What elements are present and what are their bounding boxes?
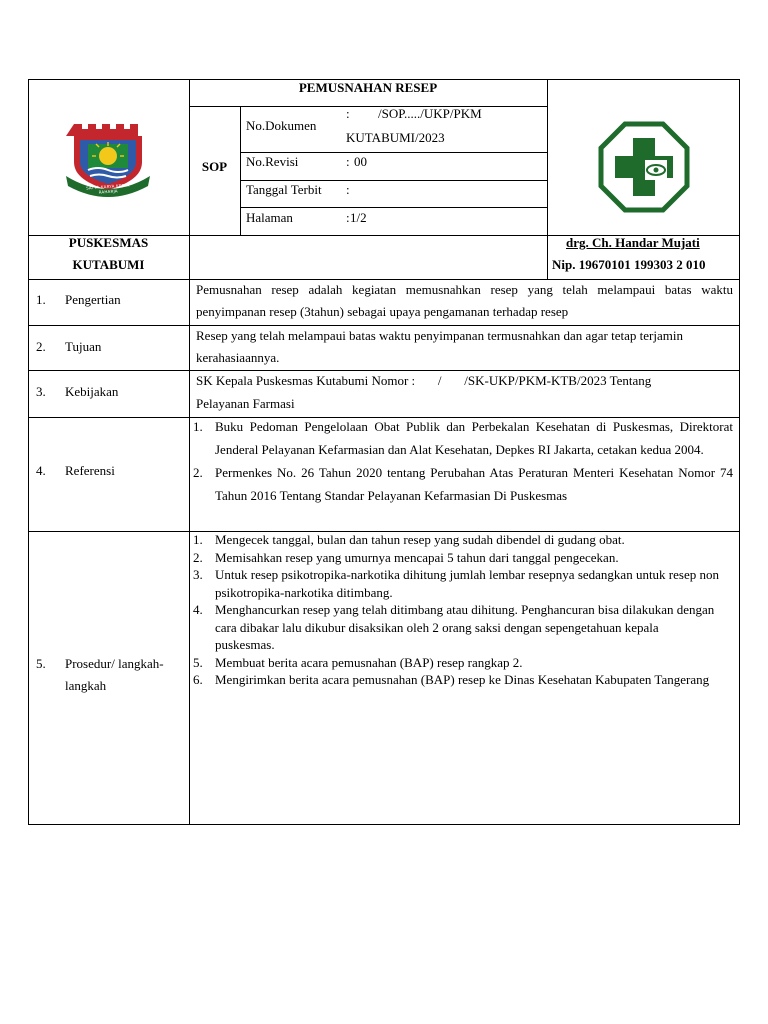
emblem-motto: SATYA KARYA KERTA RAHARJA <box>85 182 130 195</box>
section-4-number: 4. <box>36 463 46 478</box>
procedure-step <box>189 549 719 567</box>
procedure-step-text: Menghancurkan resep yang telah ditimbang atau dihitung. Penghancuran bisa dilakukan dengan cara dibakar lalu dikubur disaksikan oleh 2 orang saksi dengan sepengetahuan kepala puskesmas. <box>215 602 715 652</box>
section-3-text-line1: SK Kepala Puskesmas Kutabumi Nomor : / /SK-UKP/PKM-KTB/2023 Tentang <box>196 373 652 388</box>
doc-number-value: /SOP...../UKP/PKM <box>378 106 482 121</box>
procedure-step-number: 5. <box>193 654 203 670</box>
procedure-step-number: 2. <box>193 549 203 565</box>
procedure-step-number: 3. <box>193 567 203 582</box>
procedure-step <box>189 531 719 549</box>
section-3-label: Kebijakan <box>65 384 119 399</box>
page-sep: : <box>346 210 350 225</box>
procedure-step-text: Memisahkan resep yang umurnya mencapai 5 tahun dari tanggal pengecekan. <box>215 549 619 565</box>
reference-item <box>189 415 733 461</box>
procedure-step-text: Untuk resep psikotropika-narkotika dihitung jumlah lembar resepnya sedangkan untuk resep non psikotropika-narkotika ditimbang. <box>215 567 719 600</box>
procedure-step <box>189 566 719 601</box>
reference-list <box>189 415 733 507</box>
revision-sep: : <box>346 154 350 169</box>
section-5-number: 5. <box>36 656 46 671</box>
section-1-text: Pemusnahan resep adalah kegiatan memusnahkan resep yang telah melampaui batas waktu penyimpanan resep (3tahun) sebagai upaya pengamanan terhadap resep <box>196 282 733 319</box>
procedure-step-number: 4. <box>193 602 203 617</box>
section-3-text-line2: Pelayanan Farmasi <box>196 396 295 411</box>
page-value: 1/2 <box>350 210 367 225</box>
section-2-label: Tujuan <box>65 339 102 354</box>
issue-date-label: Tanggal Terbit <box>246 182 322 197</box>
revision-value: 00 <box>354 154 367 169</box>
tangerang-regency-emblem-icon <box>62 118 154 202</box>
procedure-list <box>189 531 719 689</box>
puskesmas-cross-icon <box>597 120 691 214</box>
page-label: Halaman <box>246 210 293 225</box>
procedure-step-text: Membuat berita acara pemusnahan (BAP) resep rangkap 2. <box>215 654 523 670</box>
section-2-text: Resep yang telah melampaui batas waktu penyimpanan termusnahkan dan agar tetap terjamin kerahasiaannya. <box>196 328 683 365</box>
procedure-step-number: 1. <box>193 532 203 547</box>
section-1-label: Pengertian <box>65 292 121 307</box>
reference-item-number: 2. <box>193 465 203 480</box>
sop-label: SOP <box>201 159 228 174</box>
procedure-step-text: Mengirimkan berita acara pemusnahan (BAP) resep ke Dinas Kesehatan Kabupaten Tangerang <box>215 672 710 687</box>
doc-number-value-2: KUTABUMI/2023 <box>346 130 445 145</box>
signer-nip: Nip. 19670101 199303 2 010 <box>552 257 706 272</box>
doc-number-sep: : <box>346 106 350 121</box>
organization-name-line1: PUSKESMAS <box>68 235 149 250</box>
section-5-label-line1: Prosedur/ langkah- <box>65 656 164 671</box>
signer-name: drg. Ch. Handar Mujati <box>566 235 700 250</box>
section-2-number: 2. <box>36 339 46 354</box>
document-title: PEMUSNAHAN RESEP <box>298 80 438 95</box>
reference-item-number: 1. <box>193 419 203 434</box>
procedure-step <box>189 654 719 672</box>
reference-item <box>189 461 733 507</box>
section-3-number: 3. <box>36 384 46 399</box>
section-1-number: 1. <box>36 292 46 307</box>
procedure-step-text: Mengecek tanggal, bulan dan tahun resep yang sudah dibendel di gudang obat. <box>215 532 625 547</box>
section-4-label: Referensi <box>65 463 115 478</box>
reference-item-text: Buku Pedoman Pengelolaan Obat Publik dan Perbekalan Kesehatan di Puskesmas, Direktorat Jenderal Pelayanan Kefarmasian dan Alat Kesehatan, Depkes RI Jakarta, cetakan kedua 2004. <box>215 419 733 457</box>
procedure-step-number: 6. <box>193 672 203 687</box>
reference-item-text: Permenkes No. 26 Tahun 2020 tentang Perubahan Atas Peraturan Menteri Kesehatan Nomor 74 Tahun 2016 Tentang Standar Pelayanan Kefarmasian Di Puskesmas <box>215 465 733 503</box>
procedure-step <box>189 601 719 654</box>
revision-label: No.Revisi <box>246 154 299 169</box>
doc-number-label: No.Dokumen <box>246 118 317 133</box>
procedure-step <box>189 671 719 689</box>
issue-date-sep: : <box>346 182 350 197</box>
section-5-label-line2: langkah <box>65 678 107 693</box>
organization-name-line2: KUTABUMI <box>72 257 145 272</box>
